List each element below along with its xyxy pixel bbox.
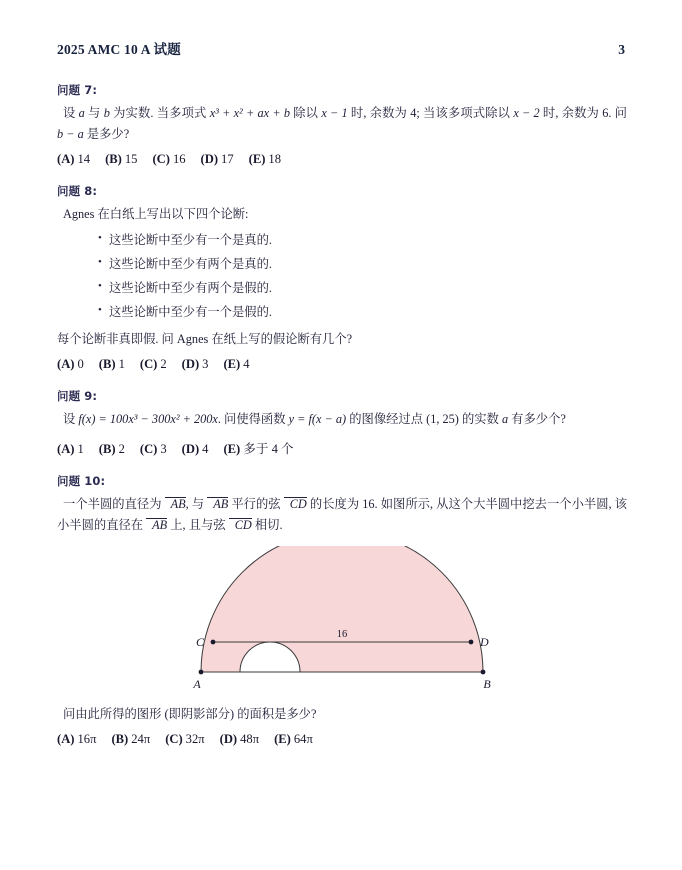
p7-t2: 与 [84, 106, 104, 120]
choice-a-value: 16π [77, 732, 97, 746]
label-c: C [195, 634, 204, 649]
choice-e[interactable] [223, 357, 249, 372]
problem-8-label: 问题 8: [57, 184, 98, 199]
choice-e-letter: (E) [223, 357, 241, 372]
label-d: D [480, 634, 489, 649]
semicircle-diagram [192, 546, 492, 698]
choice-b[interactable] [99, 357, 125, 372]
p10-t5: . 如图所示, 从这个大半圆中挖去一个小半圆, 该小半圆的直径在 [57, 496, 627, 532]
choice-d[interactable] [220, 732, 259, 747]
choice-b[interactable] [105, 152, 137, 167]
choice-c-letter: (C) [165, 732, 183, 746]
p9-t4: 的实数 [458, 412, 502, 427]
choice-e-value: 18 [268, 152, 282, 167]
p10-t4: 的长度为 [306, 496, 363, 511]
problem-10-statement [57, 494, 627, 536]
choice-c[interactable] [140, 357, 167, 372]
p7-t1: 设 [63, 106, 79, 120]
p10-t3: 平行的弦 [228, 496, 284, 511]
choice-d[interactable] [182, 442, 209, 457]
choice-e-value: 4 [243, 357, 250, 372]
problem-10-figure [57, 546, 627, 698]
problem-9-choices [57, 438, 627, 457]
choice-c-value: 2 [160, 357, 167, 372]
choice-d-letter: (D) [181, 357, 200, 372]
p9-t5: 有多少个? [508, 412, 566, 427]
problem-9-statement [57, 409, 627, 430]
choice-b-letter: (B) [111, 732, 129, 746]
p10-t7: 相切. [251, 517, 283, 532]
problem-8-statement-list [57, 229, 627, 325]
choice-d[interactable] [201, 152, 234, 167]
p7-remainder-2: 6 [602, 106, 609, 120]
choice-a-value: 1 [77, 441, 84, 456]
p7-divisor-2: x − 2 [513, 106, 540, 120]
problem-7-statement [57, 103, 627, 145]
choice-b-value: 24π [131, 732, 151, 746]
choice-c-value: 3 [160, 441, 167, 456]
p7-divisor-1: x − 1 [321, 106, 348, 120]
choice-c[interactable] [165, 732, 204, 747]
point-d [469, 639, 474, 644]
page-number: 3 [618, 42, 625, 57]
point-c [211, 639, 216, 644]
p7-remainder-1: 4 [410, 106, 417, 120]
p10-segment-ab-2: AB [207, 497, 228, 512]
choice-d-letter: (D) [200, 152, 219, 167]
choice-e-letter: (E) [248, 152, 266, 167]
list-item: • 这些论断中至少有两个是假的. [109, 277, 627, 301]
problem-7 [57, 82, 627, 167]
choice-d-letter: (D) [219, 732, 238, 746]
choice-b-letter: (B) [98, 441, 116, 456]
choice-a-letter: (A) [57, 357, 75, 372]
choice-b[interactable] [99, 442, 125, 457]
problem-10-label: 问题 10: [57, 473, 106, 488]
choice-d-value: 48π [240, 732, 260, 746]
p7-polynomial: x³ + x² + ax + b [209, 106, 290, 120]
p7-t5: 时, 余数为 [347, 106, 411, 120]
choice-c-value: 16 [172, 152, 186, 167]
problem-9 [57, 388, 627, 456]
p7-t8: . 问 [608, 106, 627, 120]
choice-a[interactable] [57, 357, 84, 372]
p10-segment-ab-3: AB [146, 518, 167, 533]
choice-b-value: 1 [118, 357, 125, 372]
p7-t4: 除以 [289, 106, 322, 120]
choice-b-value: 2 [118, 441, 125, 456]
choice-c-letter: (C) [139, 357, 158, 372]
choice-e[interactable] [274, 732, 313, 747]
choice-a-letter: (A) [57, 732, 75, 746]
choice-c[interactable] [140, 442, 167, 457]
problem-8-choices [57, 357, 627, 372]
problem-7-choices [57, 152, 627, 167]
p10-segment-ab-1: AB [165, 497, 186, 512]
choice-d-value: 17 [221, 152, 234, 167]
choice-e[interactable] [249, 152, 281, 167]
p9-transformed-function: y = f(x − a) [288, 412, 347, 427]
choice-b-letter: (B) [105, 152, 122, 167]
choice-d[interactable] [182, 357, 209, 372]
p9-function: f(x) = 100x³ − 300x² + 200x [78, 412, 218, 427]
list-item: • 这些论断中至少有两个是真的. [109, 253, 627, 277]
p7-t7: 时, 余数为 [539, 106, 603, 120]
choice-b-value: 15 [124, 152, 138, 167]
p7-var-b: b [103, 106, 110, 120]
choice-e[interactable] [223, 438, 293, 457]
p10-t1: 一个半圆的直径为 [63, 496, 165, 511]
choice-e-letter: (E) [274, 732, 291, 746]
choice-d-value: 4 [202, 441, 209, 456]
choice-b-letter: (B) [98, 357, 116, 372]
list-item: • 这些论断中至少有一个是真的. [109, 229, 627, 253]
choice-d-value: 3 [202, 357, 209, 372]
choice-a-value: 14 [77, 152, 91, 167]
choice-a[interactable] [57, 442, 84, 457]
label-a: A [193, 676, 201, 691]
choice-a-value: 0 [77, 357, 84, 372]
page-header [57, 38, 625, 58]
p9-var-a: a [501, 412, 509, 427]
point-a [199, 669, 204, 674]
p7-var-a: a [78, 106, 85, 120]
p10-t2: , 与 [185, 496, 208, 511]
problem-8-intro: Agnes 在白纸上写出以下四个论断: [63, 207, 249, 222]
p7-t3: 为实数. 当多项式 [109, 106, 210, 120]
choice-a[interactable] [57, 732, 96, 747]
p7-t9: 是多少? [83, 127, 130, 142]
choice-e-value: 多于 4 个 [243, 441, 294, 456]
shaded-region [201, 546, 483, 672]
problem-9-label: 问题 9: [57, 389, 98, 404]
list-item: • 这些论断中至少有一个是假的. [109, 301, 627, 325]
problem-10-question: 问由此所得的图形 (即阴影部分) 的面积是多少? [63, 706, 317, 721]
page-content [57, 82, 627, 763]
choice-e-value: 64π [293, 732, 313, 746]
choice-a[interactable] [57, 152, 90, 167]
choice-c-letter: (C) [139, 441, 158, 456]
p9-point: (1, 25) [426, 412, 459, 427]
problem-8-closing: 每个论断非真即假. 问 Agnes 在纸上写的假论断有几个? [57, 332, 353, 347]
problem-10-choices [57, 732, 627, 747]
point-b [481, 669, 486, 674]
choice-a-letter: (A) [57, 152, 75, 167]
header-title: 2025 AMC 10 A 试题 [57, 42, 181, 57]
chord-length-label: 16 [336, 628, 348, 640]
choice-c-letter: (C) [152, 152, 170, 167]
p10-t6: 上, 且与弦 [167, 517, 229, 532]
p10-segment-cd-2: CD [229, 518, 252, 533]
p9-t1: 设 [63, 412, 79, 427]
choice-a-letter: (A) [57, 441, 75, 456]
p9-t2: . 问使得函数 [217, 412, 289, 427]
choice-e-letter: (E) [223, 441, 241, 456]
choice-c-value: 32π [185, 732, 205, 746]
problem-8 [57, 183, 627, 372]
p10-chord-length: 16 [362, 496, 375, 511]
p7-expression: b − a [57, 127, 84, 142]
label-b: B [483, 676, 491, 691]
p9-t3: 的图像经过点 [346, 412, 427, 427]
problem-10 [57, 473, 627, 747]
p10-segment-cd-1: CD [284, 497, 307, 512]
choice-d-letter: (D) [181, 441, 200, 456]
choice-c[interactable] [152, 152, 185, 167]
p7-t6: ; 当该多项式除以 [416, 106, 514, 120]
problem-7-label: 问题 7: [57, 83, 98, 97]
choice-b[interactable] [111, 732, 150, 747]
